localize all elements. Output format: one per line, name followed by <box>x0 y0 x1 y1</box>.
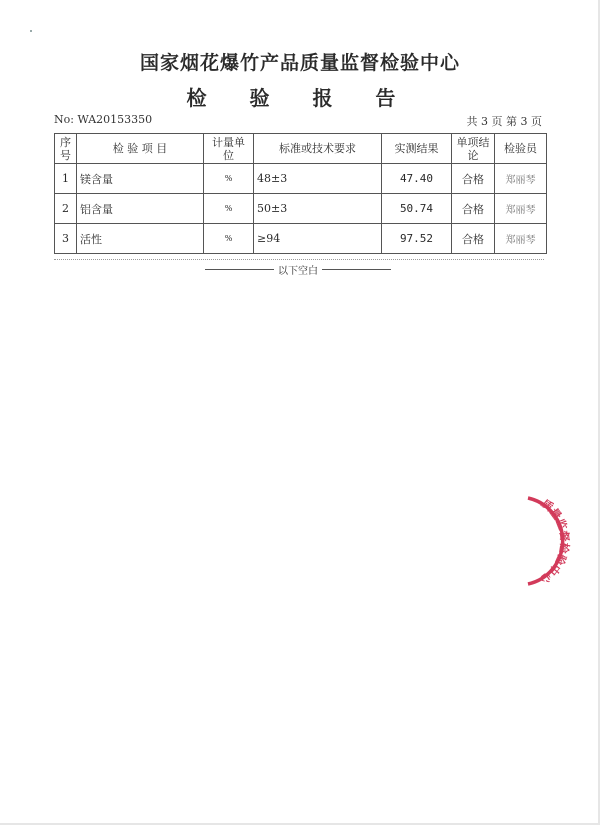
header-inspector: 检验员 <box>495 134 547 164</box>
row-result: 50.74 <box>382 194 452 224</box>
header-result: 实测结果 <box>382 134 452 164</box>
header-item: 检 验 项 目 <box>77 134 204 164</box>
row-standard: ≥94 <box>254 224 382 254</box>
header-unit: 计量单位 <box>204 134 254 164</box>
row-unit: % <box>204 224 254 254</box>
row-inspector: 郑丽琴 <box>495 194 547 224</box>
row-verdict: 合格 <box>452 224 495 254</box>
end-note-dash-right <box>322 269 391 270</box>
row-number: 1 <box>55 164 77 194</box>
row-result: 47.40 <box>382 164 452 194</box>
end-of-data-note <box>205 262 391 277</box>
row-unit: % <box>204 194 254 224</box>
row-result: 97.52 <box>382 224 452 254</box>
row-standard: 50±3 <box>254 194 382 224</box>
end-note-dash-left <box>205 269 274 270</box>
blank-separator <box>54 259 544 260</box>
scan-speck <box>30 30 32 32</box>
header-num: 序号 <box>55 134 77 164</box>
report-number: No: WA20153350 <box>54 113 153 126</box>
inspection-table <box>54 133 547 254</box>
svg-text:质量监督检验中心: 质量监督检验中心 <box>537 496 572 587</box>
row-verdict: 合格 <box>452 194 495 224</box>
row-number: 3 <box>55 224 77 254</box>
org-title: 国家烟花爆竹产品质量监督检验中心 <box>139 52 460 74</box>
table-row <box>55 224 547 254</box>
header-standard: 标准或技术要求 <box>254 134 382 164</box>
page-indicator: 共 3 页 第 3 页 <box>466 115 542 128</box>
row-number: 2 <box>55 194 77 224</box>
row-item: 活性 <box>77 224 204 254</box>
row-item: 铝含量 <box>77 194 204 224</box>
end-note-text: 以下空白 <box>278 266 318 277</box>
row-item: 镁含量 <box>77 164 204 194</box>
row-inspector: 郑丽琴 <box>495 164 547 194</box>
row-standard: 48±3 <box>254 164 382 194</box>
row-verdict: 合格 <box>452 164 495 194</box>
row-unit: % <box>204 164 254 194</box>
table-row <box>55 164 547 194</box>
official-seal <box>484 490 584 590</box>
row-inspector: 郑丽琴 <box>495 224 547 254</box>
table-header-row <box>55 134 547 164</box>
doc-title: 检 验 报 告 <box>186 86 414 110</box>
header-verdict: 单项结论 <box>452 134 495 164</box>
table-row <box>55 194 547 224</box>
